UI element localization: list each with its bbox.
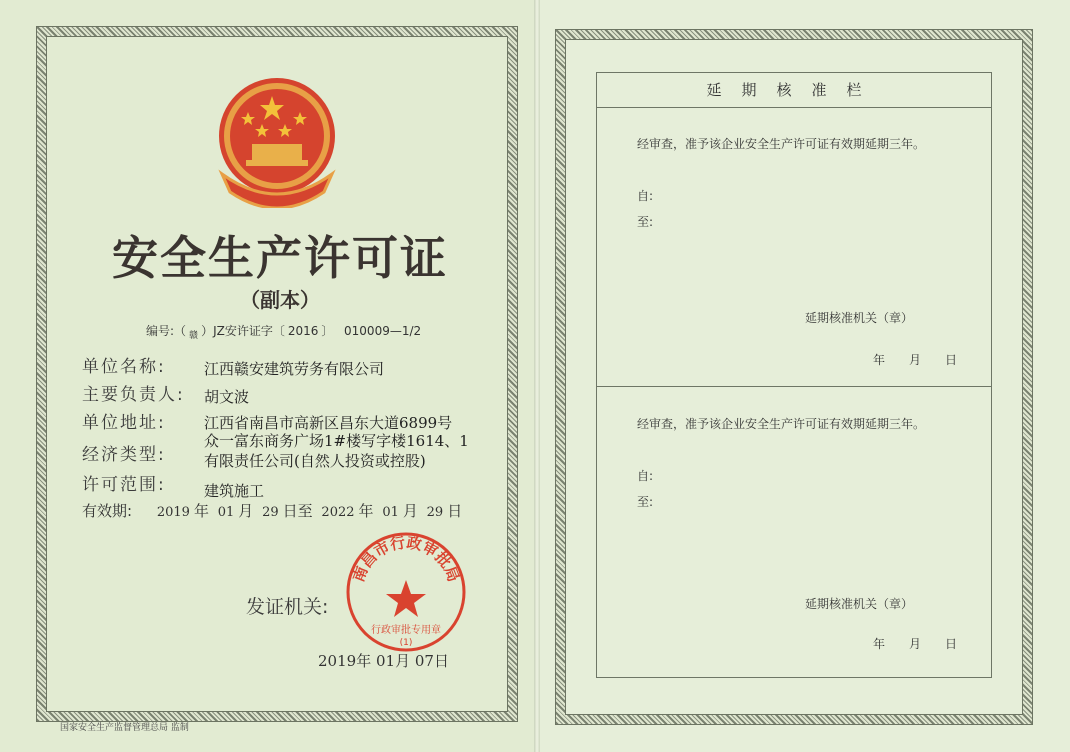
address-value-line2: 众一富东商务广场1#楼写字楼1614、1	[204, 432, 469, 450]
issuing-authority-label: 发证机关:	[246, 596, 329, 618]
unit-name-value: 江西赣安建筑劳务有限公司	[204, 360, 385, 378]
validity-end-year-char: 年	[358, 502, 374, 520]
seal-ring-text: 南昌市行政审批局	[349, 533, 463, 585]
validity-year-char: 年	[193, 502, 209, 520]
validity-end-day: 29	[426, 505, 444, 520]
validity-start-month: 01	[217, 505, 235, 520]
seal-bottom-text: 行政审批专用章	[371, 625, 441, 636]
license-scope-value: 建筑施工	[204, 482, 265, 500]
issue-date	[318, 650, 449, 671]
extension-1-to: 至:	[637, 215, 654, 229]
svg-text:南昌市行政审批局	[349, 534, 462, 585]
extension-approval-table	[596, 72, 992, 678]
validity-period	[82, 500, 462, 521]
economic-type-value: 有限责任公司(自然人投资或控股)	[204, 452, 426, 470]
certificate-serial-number	[146, 322, 424, 339]
official-seal-icon	[344, 530, 468, 654]
serial-number: 010009—1/2	[344, 324, 422, 338]
certificate-subtitle: （副本）	[240, 288, 320, 312]
validity-label: 有效期:	[82, 502, 133, 520]
page-fold	[534, 0, 540, 752]
principal-value: 胡文波	[204, 388, 250, 406]
validity-end-month: 01	[382, 505, 399, 520]
validity-start-day: 29	[262, 505, 279, 520]
seal-number: (1)	[399, 638, 413, 648]
serial-prefix: 编号:（	[146, 324, 187, 338]
extension-2-date: 年 月 日	[873, 637, 958, 651]
issue-year-char: 年	[356, 652, 372, 670]
extension-1-authority: 延期核准机关（章）	[805, 311, 914, 325]
serial-year: 2016	[287, 324, 319, 338]
extension-1-date: 年 月 日	[873, 353, 958, 367]
certificate-title: 安全生产许可证	[112, 231, 448, 285]
extension-2-authority: 延期核准机关（章）	[805, 597, 914, 611]
issue-day-char: 日	[433, 652, 449, 670]
unit-name-label: 单位名称:	[82, 357, 166, 377]
extension-table-divider	[597, 386, 991, 387]
validity-day-to: 日至	[282, 502, 313, 520]
serial-province: 赣	[189, 331, 199, 341]
validity-month-char: 月	[238, 502, 254, 520]
validity-end-year: 2022	[321, 505, 355, 520]
validity-start-year: 2019	[156, 505, 190, 520]
extension-table-header: 延期核准栏	[597, 73, 991, 108]
issue-day: 07	[414, 652, 434, 670]
serial-middle: ）JZ安许证字〔	[201, 324, 285, 338]
extension-2-text: 经审查，准予该企业安全生产许可证有效期延期三年。	[637, 417, 926, 431]
validity-end-day-char: 日	[447, 502, 463, 520]
extension-2-from: 自:	[637, 469, 654, 483]
principal-label: 主要负责人:	[82, 385, 185, 405]
national-emblem-icon	[212, 74, 342, 208]
extension-1-from: 自:	[637, 189, 654, 203]
issue-month-char: 月	[395, 652, 411, 670]
footer-note: 国家安全生产监督管理总局 监制	[60, 723, 189, 733]
license-scope-label: 许可范围:	[82, 475, 166, 495]
issue-month: 01	[375, 652, 396, 670]
extension-2-to: 至:	[637, 495, 654, 509]
economic-type-label: 经济类型:	[82, 445, 166, 465]
issue-year: 2019	[318, 652, 357, 670]
serial-close: 〕	[321, 324, 334, 338]
address-label: 单位地址:	[82, 413, 166, 433]
validity-end-month-char: 月	[402, 502, 418, 520]
extension-1-text: 经审查，准予该企业安全生产许可证有效期延期三年。	[637, 137, 926, 151]
address-value: 江西省南昌市高新区昌东大道6899号	[204, 414, 453, 432]
